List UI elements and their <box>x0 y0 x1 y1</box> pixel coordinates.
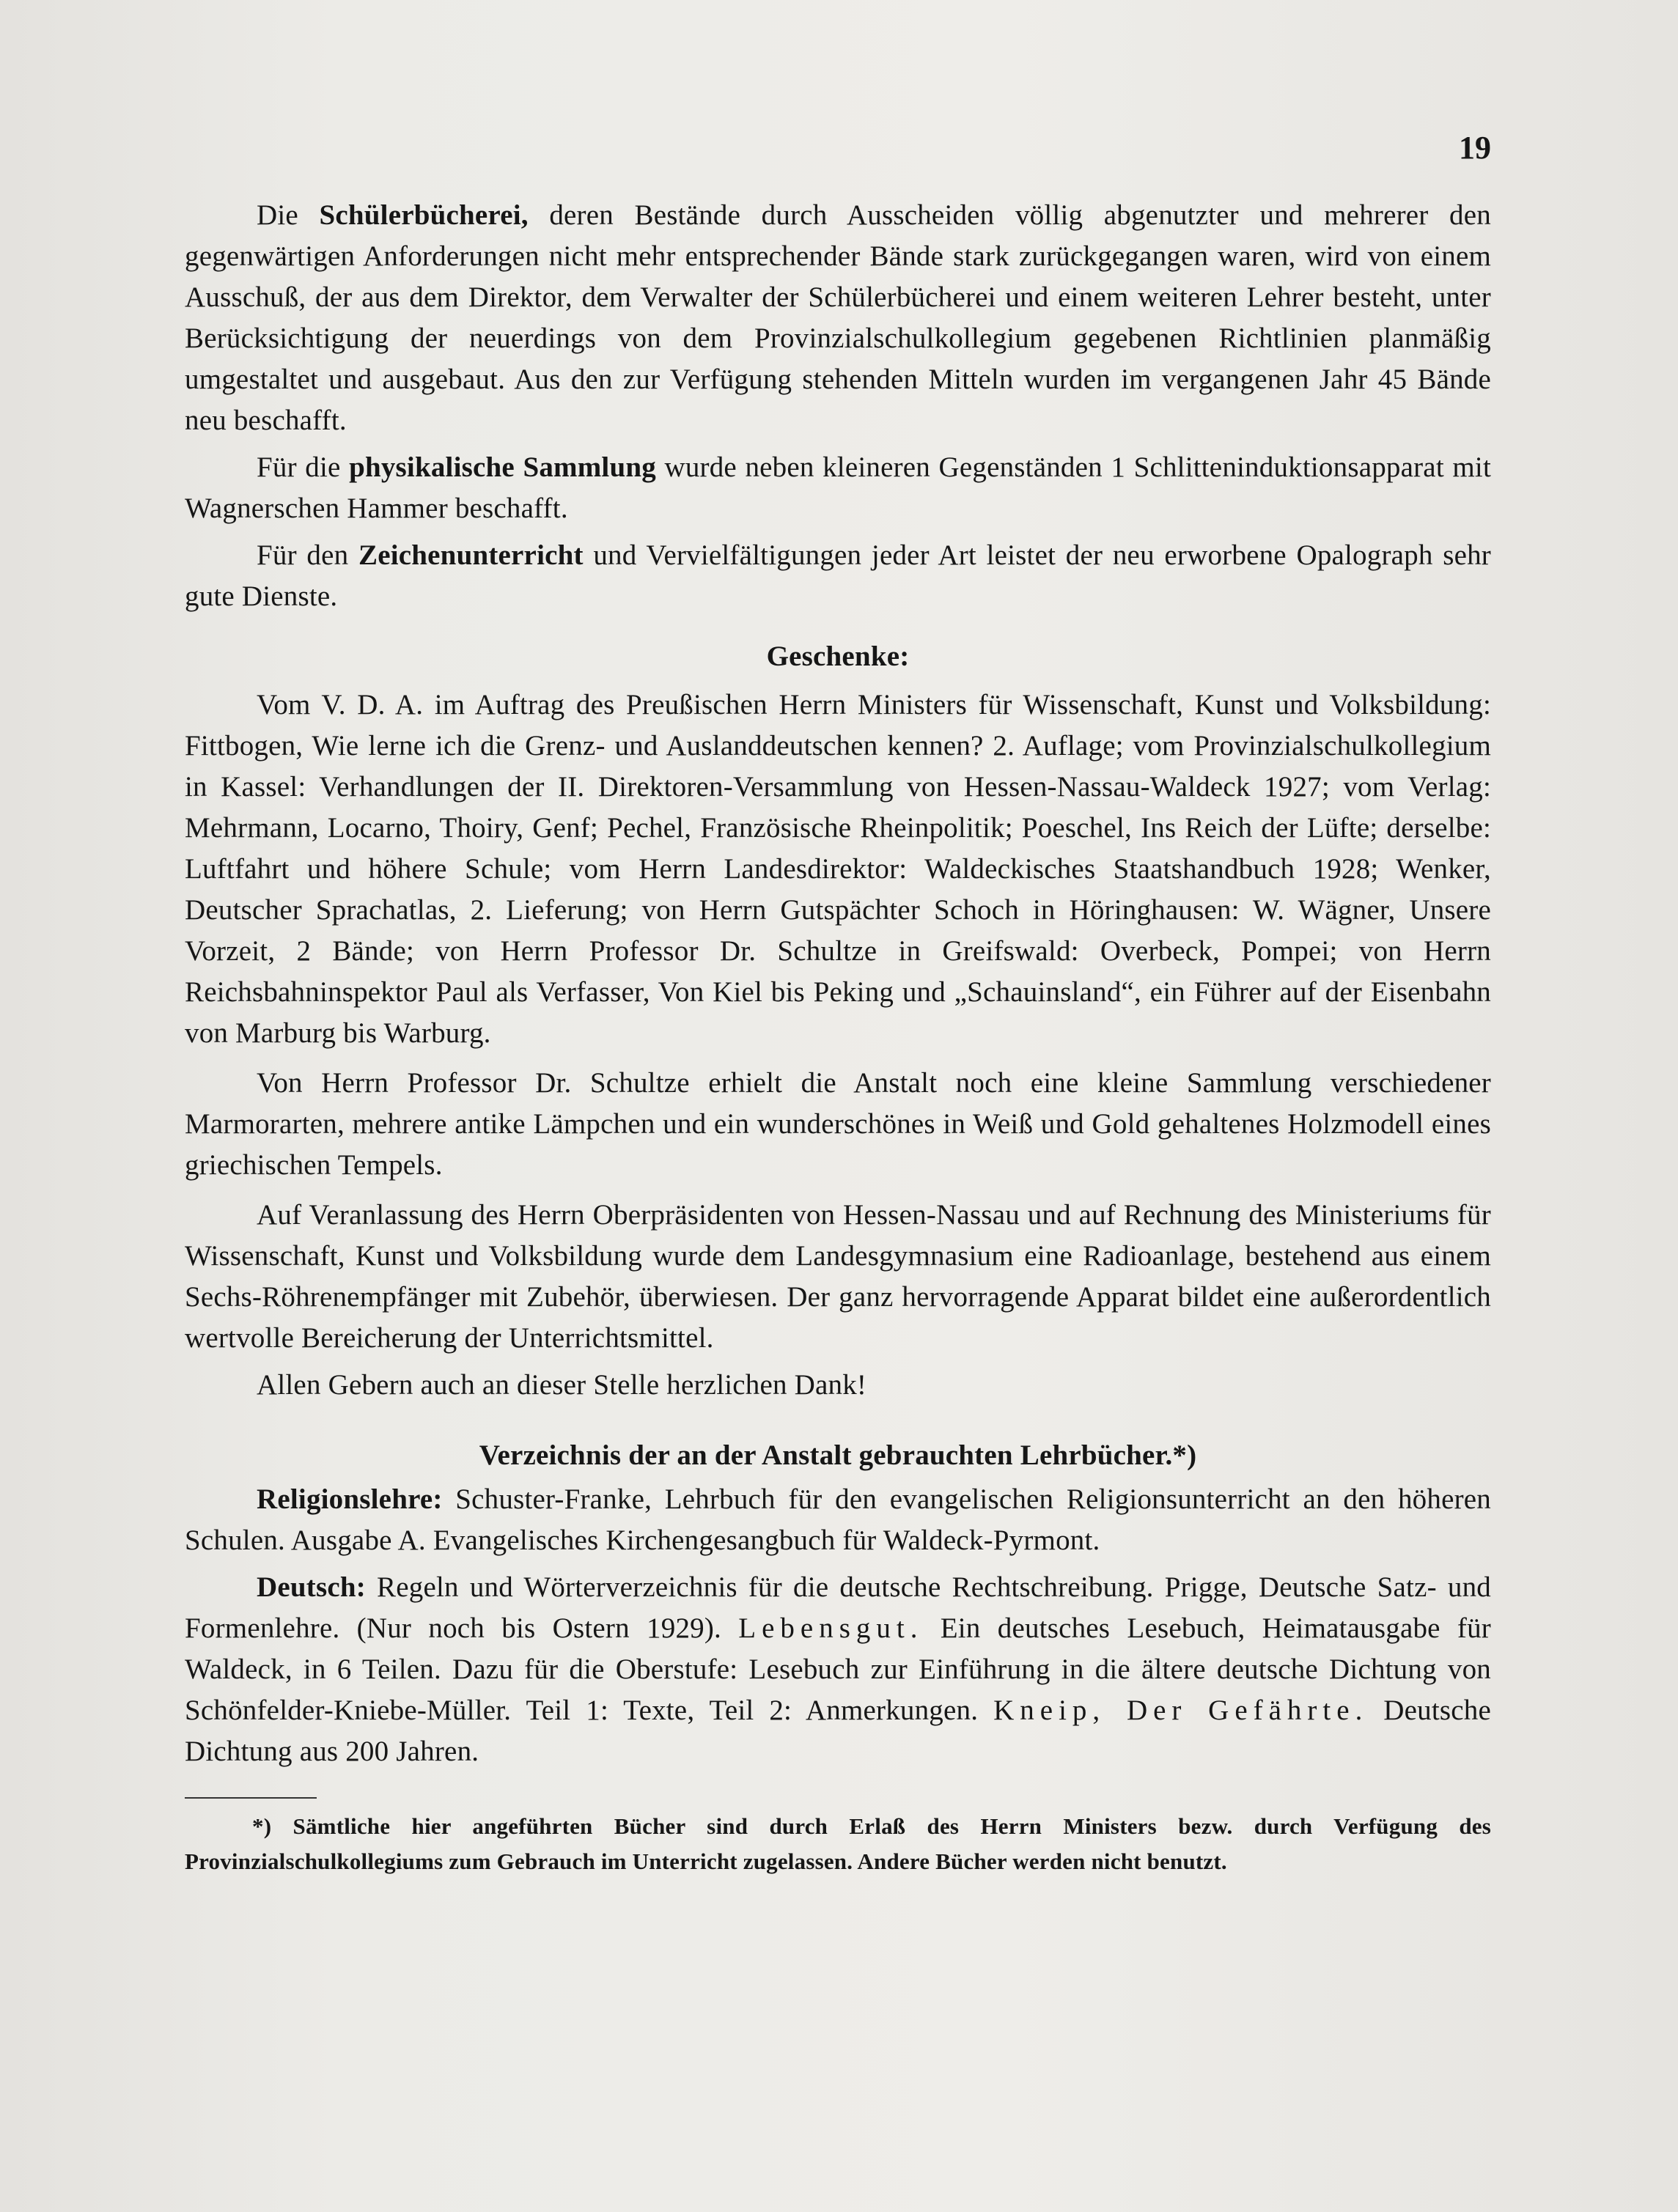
paragraph-drawing-lessons <box>185 535 1491 617</box>
paragraph-text: Schuster-Franke, Lehrbuch für den evangelischen Religionsunterricht an den höheren Schulen. Ausgabe A. Evangelisches Kirchengesangbuch für Waldeck-Pyrmont. <box>185 1483 1491 1556</box>
footnote-divider <box>185 1797 317 1799</box>
heading-textbook-list: Verzeichnis der an der Anstalt gebrauchten Lehrbücher.*) <box>479 1439 1197 1471</box>
paragraph-gift-schultze: Von Herrn Professor Dr. Schultze erhielt die Anstalt noch eine kleine Sammlung verschiedener Marmorarten, mehrere antike Lämpchen und ein wunderschönes in Weiß und Gold gehaltenes Holzmodell eines griechischen Tempels. <box>185 1067 1491 1181</box>
page-number: 19 <box>1459 130 1491 166</box>
title-lebensgut: Lebensgut. <box>738 1612 924 1644</box>
paragraph-text: Regeln und Wörterverzeichnis für die deutsche Rechtschreibung. Prigge, Deutsche Satz- und Formenlehre. (Nur noch bis Ostern 1929). <box>185 1571 1491 1644</box>
paragraph-gift-list: Vom V. D. A. im Auftrag des Preußischen Herrn Ministers für Wissenschaft, Kunst und Volksbildung: Fittbogen, Wie lerne ich die Grenz- und Auslanddeutschen kennen? 2. Auflage; vom Provinzialschulkollegium in Kassel: Verhandlungen der II. Direktoren-Versammlung von Hessen-Nassau-Waldeck 1927; vom Verlag: Mehrmann, Locarno, Thoiry, Genf; Pechel, Französische Rheinpolitik; Poeschel, Ins Reich der Lüfte; derselbe: Luftfahrt und höhere Schule; vom Herrn Landesdirektor: Waldeckisches Staatshandbuch 1928; Wenker, Deutscher Sprachatlas, 2. Lieferung; von Herrn Gutspächter Schoch in Höringhausen: W. Wägner, Unsere Vorzeit, 2 Bände; von Herrn Professor Dr. Schultze in Greifswald: Overbeck, Pompei; von Herrn Reichsbahninspektor Paul als Verfasser, Von Kiel bis Peking und „Schauinsland“, ein Führer auf der Eisenbahn von Marburg bis Warburg. <box>185 689 1491 1049</box>
paragraph-text: Für den <box>257 539 359 571</box>
paragraph-text: und Vervielfältigungen jeder Art leistet der neu erworbene Opalograph sehr gute Dienste. <box>185 539 1491 612</box>
term-drawing-lessons: Zeichenunterricht <box>358 539 584 571</box>
paragraph-german <box>185 1567 1491 1772</box>
paragraph-text: Für die <box>257 451 350 483</box>
heading-gifts: Geschenke: <box>766 641 910 672</box>
paragraph-radio-installation: Auf Veranlassung des Herrn Oberpräsidenten von Hessen-Nassau und auf Rechnung des Ministeriums für Wissenschaft, Kunst und Volksbildung wurde dem Landesgymnasium eine Radioanlage, bestehend aus einem Sechs-Röhrenempfänger mit Zubehör, überwiesen. Der ganz hervorragende Apparat bildet eine außerordentlich wertvolle Bereicherung der Unterrichtsmittel. <box>185 1199 1491 1354</box>
paragraph-text: deren Bestände durch Ausscheiden völlig abgenutzter und mehrerer den gegenwärtigen Anforderungen nicht mehr entsprechender Bände stark zurückgegangen waren, wird von einem Ausschuß, der aus dem Direktor, dem Verwalter der Schülerbücherei und einem weiteren Lehrer besteht, unter Berücksichtigung der neuerdings von dem Provinzialschulkollegium gegebenen Richtlinien planmäßig umgestaltet und ausgebaut. Aus den zur Verfügung stehenden Mitteln wurden im vergangenen Jahr 45 Bände neu beschafft. <box>185 199 1491 436</box>
title-der-gefaehrte: Kneip, Der Gefährte. <box>993 1695 1369 1726</box>
page-body <box>185 195 1491 1879</box>
paragraph-text: Deutsche Dichtung aus 200 Jahren. <box>185 1695 1491 1767</box>
subject-german: Deutsch: <box>257 1571 366 1603</box>
paragraph-school-library <box>185 195 1491 441</box>
footnote: *) Sämtliche hier angeführten Bücher sind durch Erlaß des Herrn Ministers bezw. durch Verfügung des Provinzialschulkollegiums zum Gebrauch im Unterricht zugelassen. Andere Bücher werden nicht benutzt. <box>185 1813 1491 1874</box>
paragraph-physics-collection <box>185 447 1491 529</box>
paragraph-text: wurde neben kleineren Gegenständen 1 Schlitteninduktionsapparat mit Wagnerschen Hammer beschafft. <box>185 451 1491 524</box>
paragraph-thanks: Allen Gebern auch an dieser Stelle herzlichen Dank! <box>257 1369 867 1401</box>
subject-religion: Religionslehre: <box>257 1483 443 1515</box>
term-school-library: Schülerbücherei, <box>319 199 529 231</box>
paragraph-text: Die <box>257 199 320 231</box>
paragraph-text: Ein deutsches Lesebuch, Heimatausgabe für Waldeck, in 6 Teilen. Dazu für die Oberstufe: Lesebuch zur Einführung in die ältere deutsche Dichtung von Schönfelder-Kniebe-Müller. Teil 1: Texte, Teil 2: Anmerkungen. <box>185 1612 1491 1726</box>
paragraph-religion <box>185 1479 1491 1561</box>
term-physics-collection: physikalische Sammlung <box>349 451 656 483</box>
